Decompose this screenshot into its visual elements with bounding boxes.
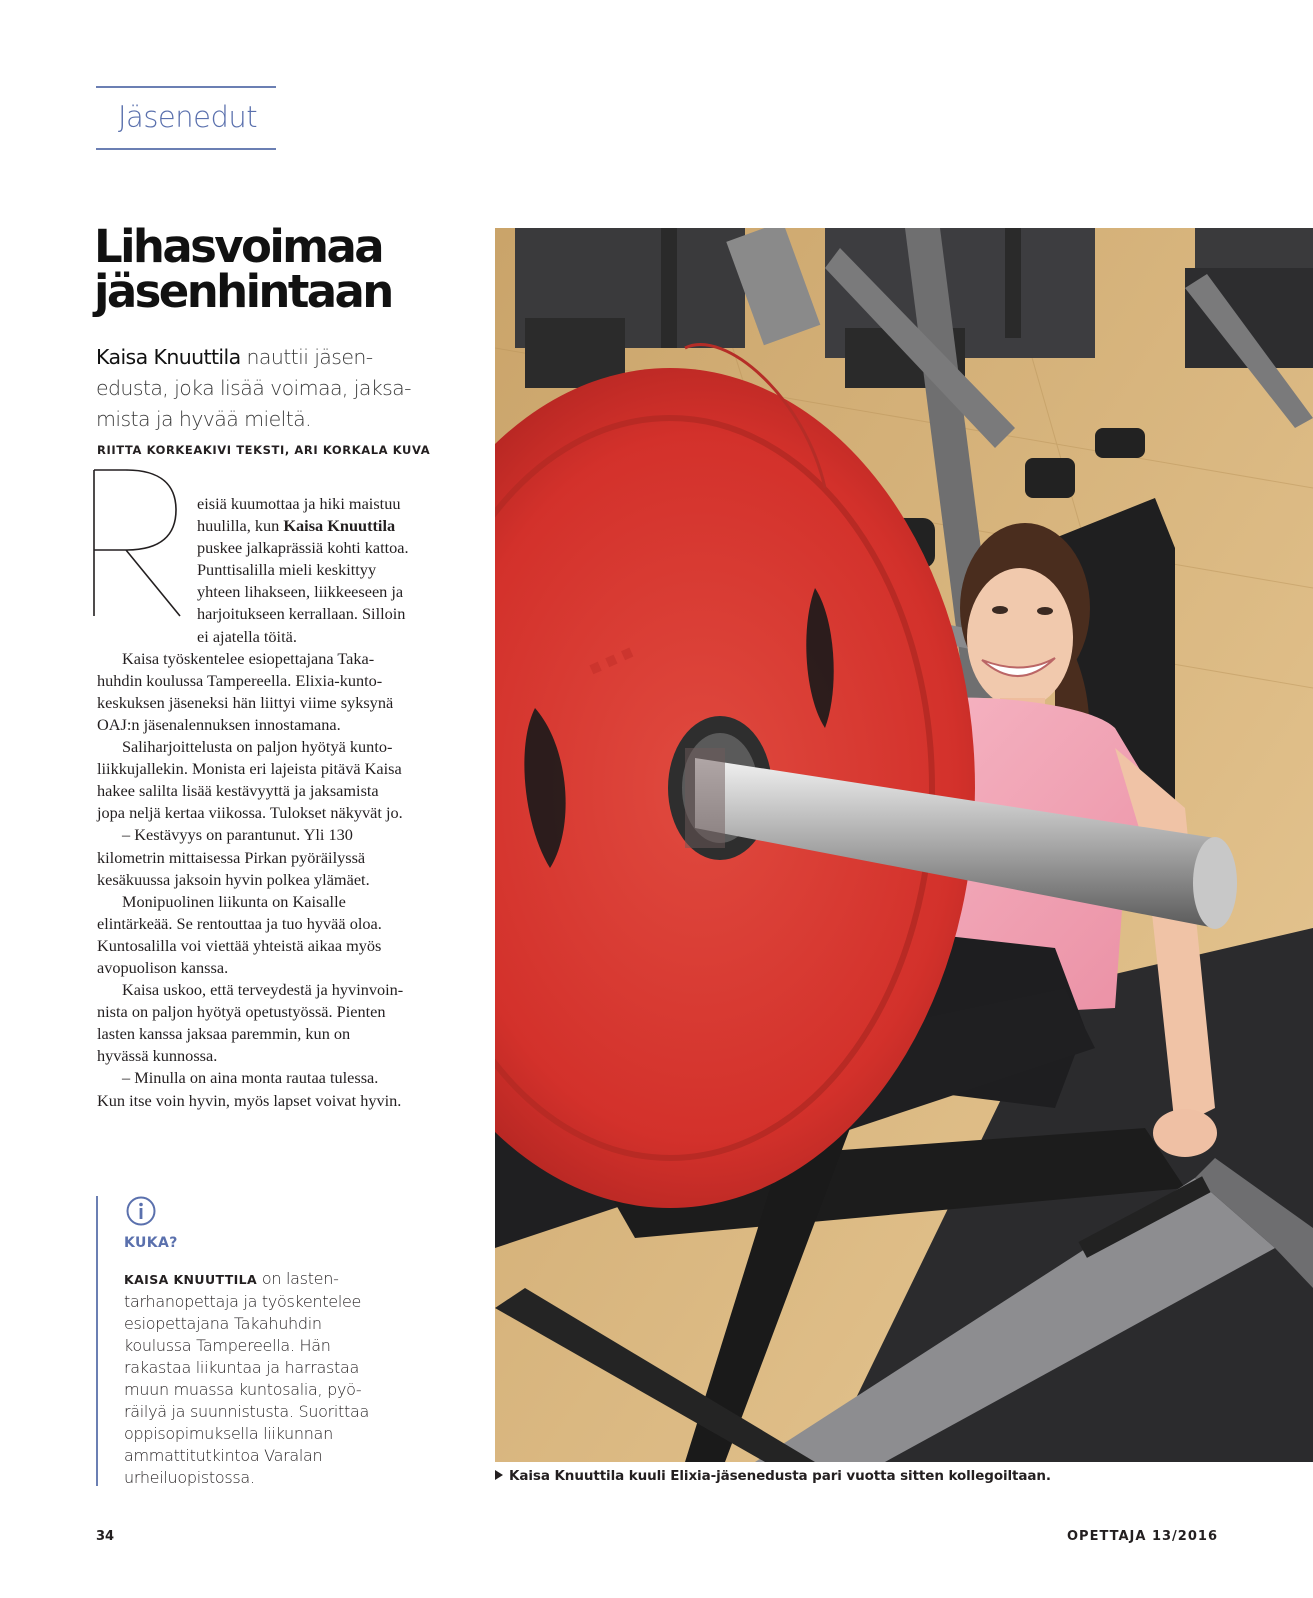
body-line: ei ajatella töitä. (197, 626, 297, 646)
body-line: yhteen lihakseen, liikkeeseen ja (197, 582, 404, 602)
info-box (96, 1196, 398, 1486)
headline-line-1: Lihasvoimaa (94, 220, 382, 273)
info-line: räilyä ja suunnistusta. Suorittaa (124, 1402, 370, 1421)
body-name-bold: Kaisa Knuuttila (283, 516, 396, 536)
body-line: Kuntosalilla voi viettää yhteistä aikaa myös (97, 935, 382, 955)
caption-arrow-icon (495, 1470, 503, 1480)
body-line: kesäkuussa jaksoin hyvin polkea ylämäet. (97, 869, 370, 889)
body-line: OAJ:n jäsenalennuksen innostamana. (97, 714, 341, 734)
body-line: huulilla, kun Kaisa Knuuttila (197, 516, 396, 536)
body-line: hyvässä kunnossa. (97, 1046, 218, 1066)
lead-line-1: nauttii jäsen- (240, 345, 373, 369)
section-tag (96, 86, 276, 150)
magazine-issue: OPETTAJA 13/2016 (1067, 1529, 1218, 1544)
body-line: hakee salilta lisää kestävyyttä ja jaksamista (97, 781, 379, 801)
body-line: nista on paljon hyötyä opetustyössä. Pienten (97, 1002, 386, 1022)
lead-line-2: edusta, joka lisää voimaa, jaksa- (96, 376, 411, 400)
info-line: ammattitutkintoa Varalan (124, 1446, 323, 1465)
info-line: koulussa Tampereella. Hän (124, 1336, 331, 1355)
headline (94, 220, 454, 318)
info-line: rakastaa liikuntaa ja harrastaa (124, 1358, 359, 1377)
body-line: huhdin koulussa Tampereella. Elixia-kunto- (97, 670, 383, 690)
gym-leg-press-photo (495, 228, 1313, 1462)
info-line: esiopettajana Takahuhdin (124, 1314, 322, 1333)
body-line: Kun itse voin hyvin, myös lapset voivat hyvin. (97, 1090, 402, 1110)
info-line: muun muassa kuntosalia, pyö- (124, 1380, 362, 1399)
lead-line-3: mista ja hyvää mieltä. (96, 407, 312, 431)
info-icon (126, 1196, 156, 1226)
body-line: Kaisa uskoo, että terveydestä ja hyvinvoin- (122, 980, 404, 1000)
info-title: KUKA? (124, 1235, 178, 1251)
info-line: tarhanopettaja ja työskentelee (124, 1292, 362, 1311)
byline: RIITTA KORKEAKIVI TEKSTI, ARI KORKALA KUVA (97, 443, 431, 457)
body-line: Kaisa työskentelee esiopettajana Taka- (122, 648, 375, 668)
section-label: Jäsenedut (118, 100, 258, 134)
lead-name: Kaisa Knuuttila (96, 345, 241, 369)
body-line: kilometrin mittaisessa Pirkan pyöräilyssä (97, 847, 366, 867)
info-line: urheiluopistossa. (124, 1468, 255, 1487)
info-name: KAISA KNUUTTILA (124, 1272, 258, 1287)
body-line: Saliharjoittelusta on paljon hyötyä kunto- (122, 737, 393, 757)
body-line: harjoitukseen kerrallaan. Silloin (197, 604, 406, 624)
info-text: KAISA KNUUTTILA on lasten- tarhanopettaja ja työskentelee esiopettajana Takahuhdin koulussa Tampereella. Hän rakastaa liikuntaa ja harrastaa muun muassa kuntosalia, pyö- räilyä ja suunnistusta. Suorittaa oppisopimuksella liikunnan ammattitutkintoa Varalan urheiluopistossa. (124, 1268, 394, 1489)
body-line: puskee jalkaprässiä kohti kattoa. (197, 538, 409, 558)
body-line: Monipuolinen liikunta on Kaisalle (122, 891, 346, 911)
body-line: keskuksen jäseneksi hän liittyi viime syksynä (97, 692, 394, 712)
body-line: Punttisalilla mieli keskittyy (197, 560, 377, 580)
page-number: 34 (96, 1529, 115, 1544)
body-line: – Kestävyys on parantunut. Yli 130 (122, 825, 353, 845)
body-line: jopa neljä kertaa viikossa. Tulokset näkyvät jo. (97, 803, 403, 823)
plate-branding-mark: ⋯ (575, 623, 648, 700)
body-line: eisiä kuumottaa ja hiki maistuu (197, 494, 401, 513)
body-line: avopuolison kanssa. (97, 957, 229, 977)
photo-caption: Kaisa Knuuttila kuuli Elixia-jäsenedusta pari vuotta sitten kollegoiltaan. (495, 1468, 1051, 1484)
body-line: elintärkeää. Se rentouttaa ja tuo hyvää oloa. (97, 913, 382, 933)
article-photo (495, 228, 1313, 1462)
body-line: lasten kanssa jaksaa paremmin, kun on (97, 1024, 351, 1044)
body-line: – Minulla on aina monta rautaa tulessa. (122, 1068, 379, 1088)
info-line: oppisopimuksella liikunnan (124, 1424, 333, 1443)
headline-line-2: jäsenhintaan (94, 265, 392, 318)
article-body (97, 493, 447, 1112)
body-line: liikkujallekin. Monista eri lajeista pitävä Kaisa (97, 759, 402, 779)
lead-paragraph (96, 342, 436, 435)
